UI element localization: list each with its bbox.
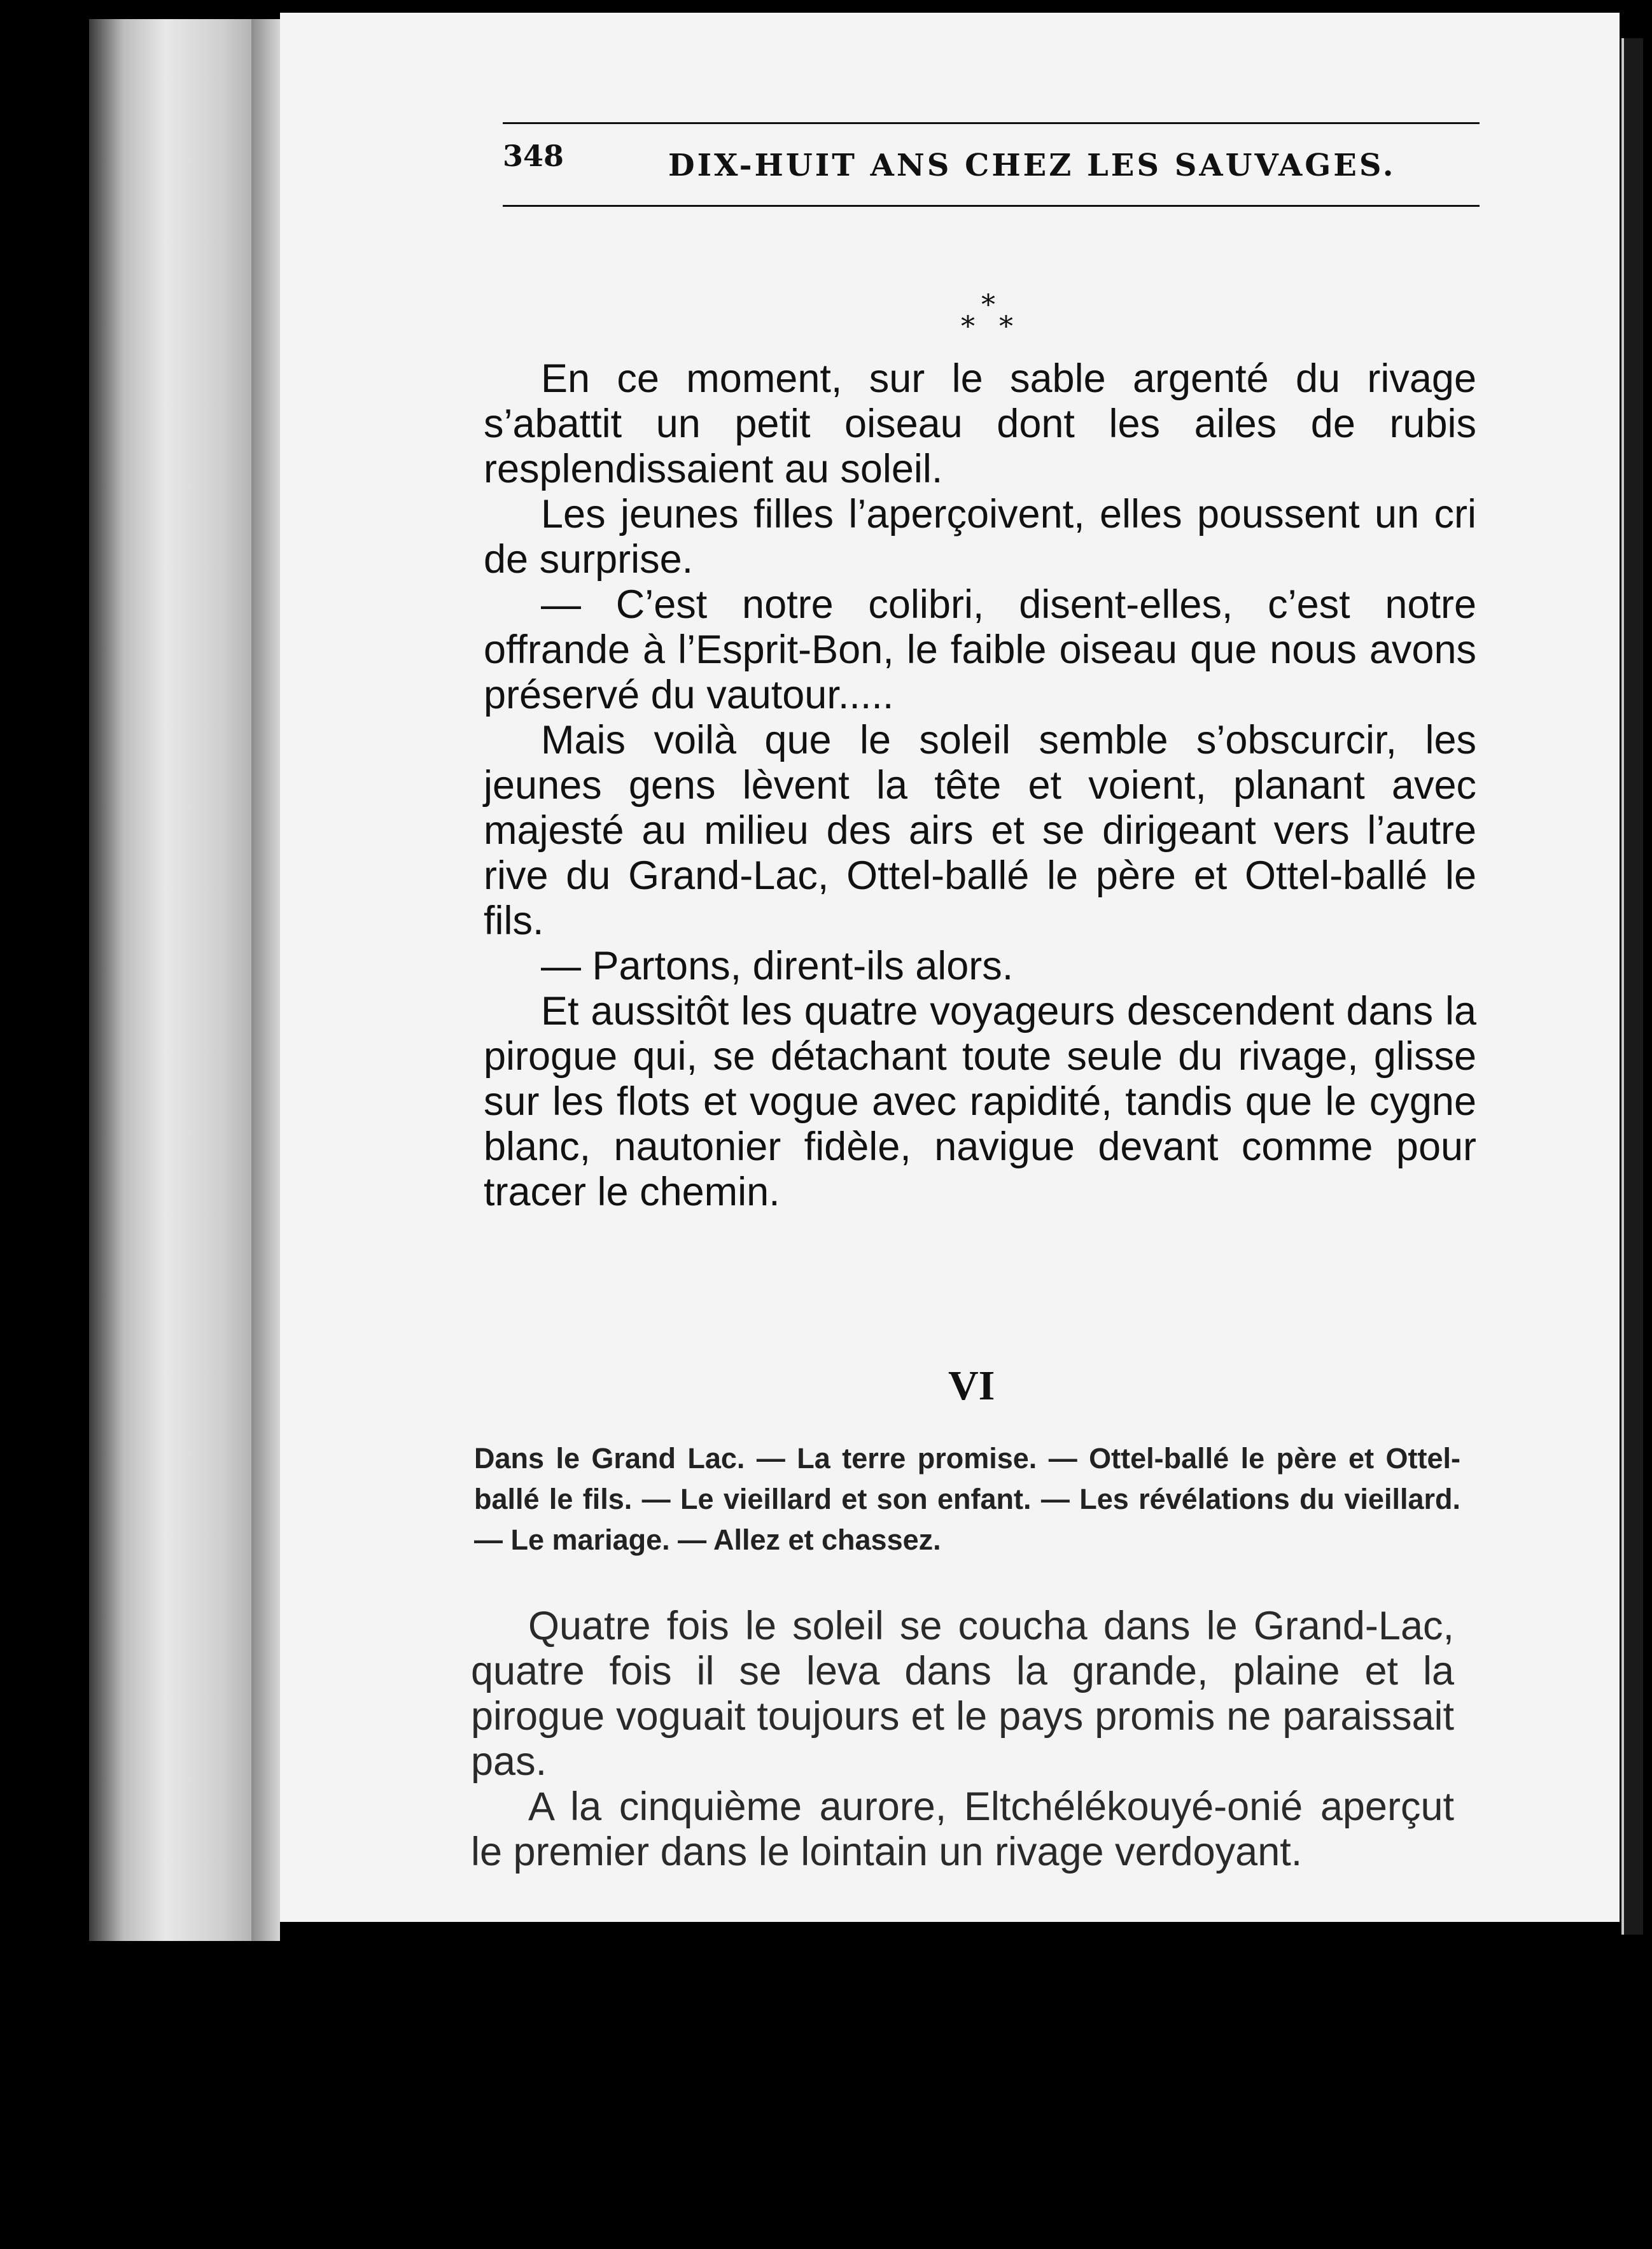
body-paragraph: En ce moment, sur le sable argenté du rivage s’abattit un petit oiseau dont les ailes de rubis resplendissaient au soleil. <box>484 356 1476 491</box>
page-number: 348 <box>503 139 564 173</box>
section-text <box>471 1604 1454 1875</box>
adjacent-page-edge <box>1621 38 1643 1935</box>
body-paragraph: Les jeunes filles l’aperçoivent, elles poussent un cri de surprise. <box>484 492 1476 582</box>
section-paragraph: A la cinquième aurore, Eltchélékouyé-onié aperçut le premier dans le lointain un rivage verdoyant. <box>471 1784 1454 1874</box>
body-paragraph: Mais voilà que le soleil semble s’obscurcir, les jeunes gens lèvent la tête et voient, planant avec majesté au milieu des airs et se dirigeant vers l’autre rive du Grand-Lac, Ottel-ballé le père et Ottel-ballé le fils. <box>484 718 1476 943</box>
header-top-rule <box>503 122 1480 124</box>
asterism-star: * <box>961 311 975 343</box>
running-title: DIX-HUIT ANS CHEZ LES SAUVAGES. <box>668 148 1396 183</box>
asterism-star: * <box>981 289 995 321</box>
body-paragraph: — C’est notre colibri, disent-elles, c’est notre offrande à l’Esprit-Bon, le faible oiseau que nous avons préservé du vautour..... <box>484 582 1476 717</box>
body-paragraph: Et aussitôt les quatre voyageurs descendent dans la pirogue qui, se détachant toute seule du rivage, glisse sur les flots et vogue avec rapidité, tandis que le cygne blanc, nautonier fidèle, navigue devant comme pour tracer le chemin. <box>484 989 1476 1214</box>
page-gutter-shadow <box>251 19 280 1941</box>
section-break-asterism <box>961 289 1025 350</box>
asterism-star: * <box>999 311 1013 343</box>
chapter-summary: Dans le Grand Lac. — La terre promise. — Ottel-ballé le père et Ottel-ballé le fils. — Le vieillard et son enfant. — Les révélations du vieillard. — Le mariage. — Allez et chassez. <box>474 1442 1460 1556</box>
section-paragraph: Quatre fois le soleil se coucha dans le Grand-Lac, quatre fois il se leva dans la grande, plaine et la pirogue voguait toujours et le pays promis ne paraissait pas. <box>471 1604 1454 1784</box>
header-bottom-rule <box>503 205 1480 207</box>
body-text <box>484 356 1476 1215</box>
chapter-number: VI <box>948 1363 995 1409</box>
body-paragraph: — Partons, dirent-ils alors. <box>541 944 1014 988</box>
